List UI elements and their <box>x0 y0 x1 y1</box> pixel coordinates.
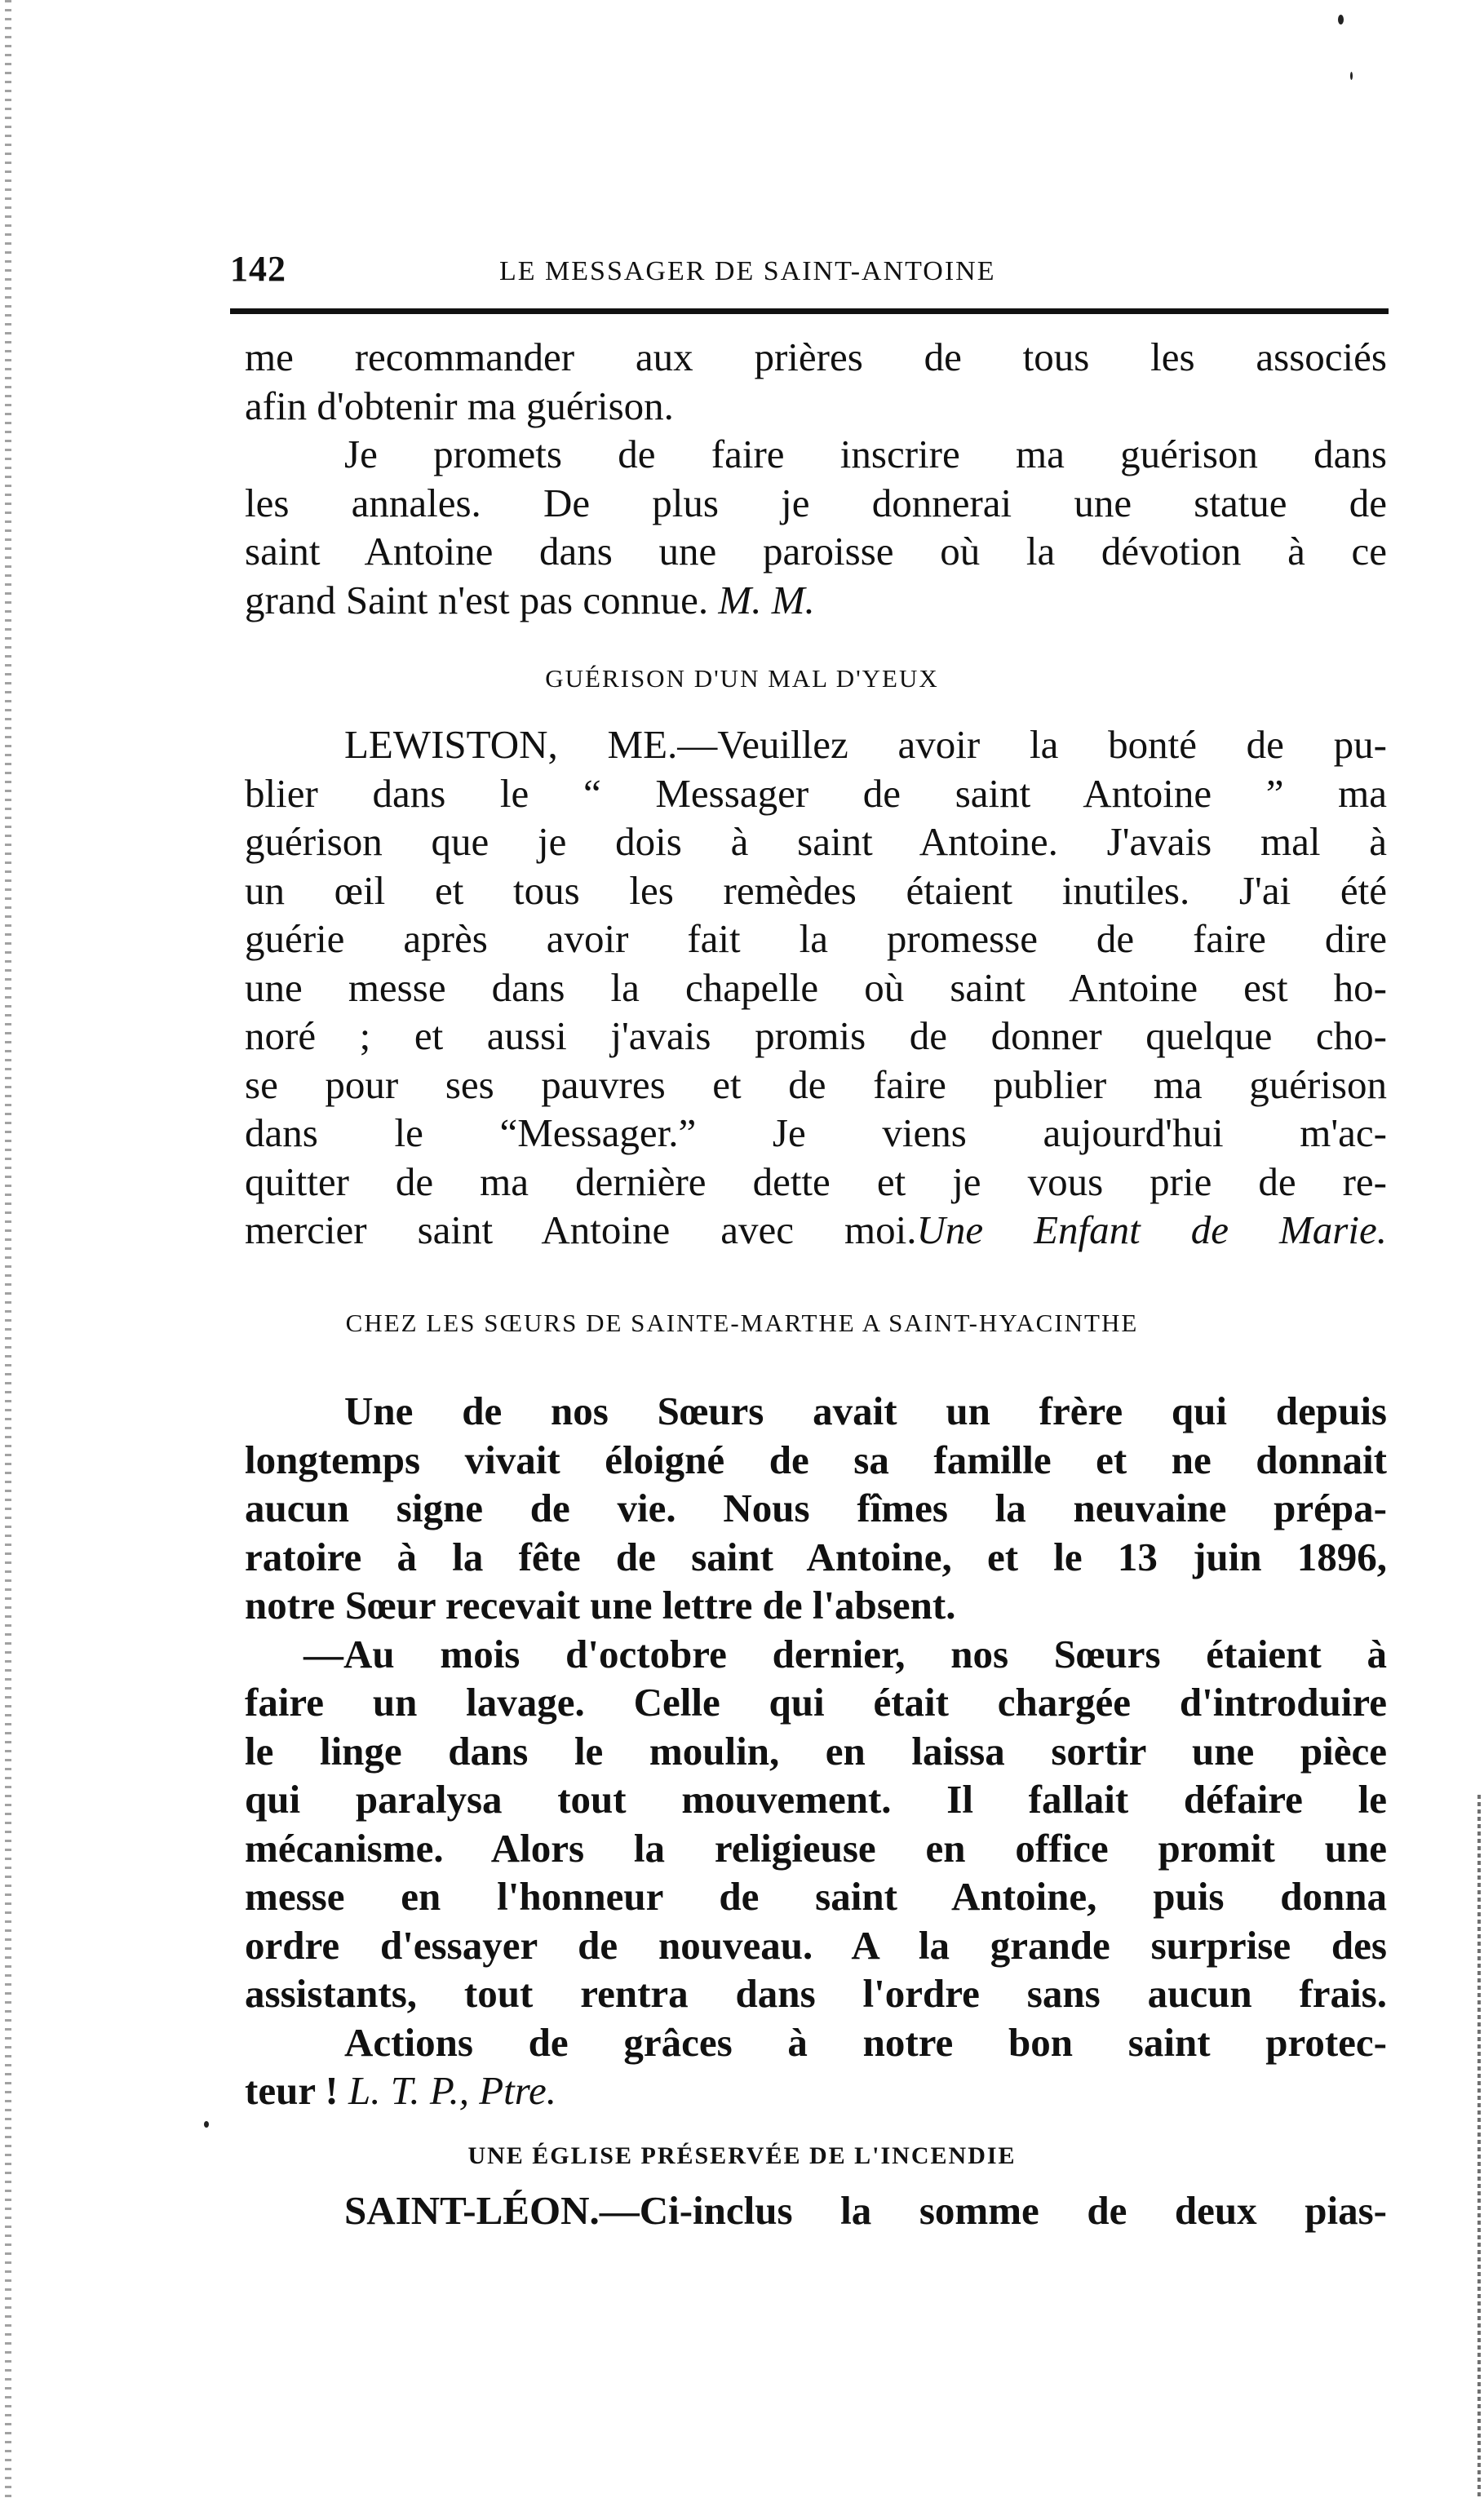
text-line: un œil et tous les remèdes étaient inutiles. J'ai été <box>245 867 1387 913</box>
place-lead: LEWISTON, ME. <box>344 722 678 767</box>
left-margin-edge <box>5 0 11 2498</box>
text-line: dans le “Messager.” Je viens aujourd'hui m'ac- <box>245 1110 1387 1155</box>
text-line: guérison que je dois à saint Antoine. J'avais mal à <box>245 819 1387 864</box>
text-line: se pour ses pauvres et de faire publier ma guérison <box>245 1061 1387 1107</box>
speck <box>204 2121 209 2128</box>
text-line: noré ; et aussi j'avais promis de donner quelque cho- <box>245 1013 1387 1058</box>
text-line: messe en l'honneur de saint Antoine, puis donna <box>245 1874 1387 1919</box>
signature: M. M. <box>718 577 815 622</box>
text-line: Une de nos Sœurs avait un frère qui depuis <box>344 1389 1387 1433</box>
text-line-content: mercier saint Antoine avec moi. <box>245 1207 917 1252</box>
text-line-content: —Veuillez avoir la bonté de pu- <box>677 722 1387 767</box>
text-line: me recommander aux prières de tous les associés <box>245 334 1387 379</box>
page-number: 142 <box>230 249 286 289</box>
text-line: les annales. De plus je donnerai une statue de <box>245 480 1387 525</box>
paragraph-block-1 <box>245 333 1387 624</box>
speck <box>1338 15 1344 24</box>
text-line <box>245 2066 1387 2115</box>
text-line: le linge dans le moulin, en laissa sortir une pièce <box>245 1728 1387 1774</box>
text-line: saint Antoine dans une paroisse où la dévotion à ce <box>245 529 1387 574</box>
paragraph-block-2 <box>245 720 1387 1255</box>
text-line: afin d'obtenir ma guérison. <box>245 383 674 428</box>
text-line: faire un lavage. Celle qui était chargée d'introduire <box>245 1680 1387 1725</box>
text-line: ratoire à la fête de saint Antoine, et le 13 juin 1896, <box>245 1534 1387 1579</box>
section-heading-2: CHEZ LES SŒURS DE SAINTE-MARTHE A SAINT-HYACINTHE <box>345 1309 1139 1337</box>
text-line: aucun signe de vie. Nous fîmes la neuvaine prépa- <box>245 1486 1387 1530</box>
text-line: Actions de grâces à notre bon saint protec- <box>344 2019 1387 2065</box>
text-line: longtemps vivait éloigné de sa famille et ne donnait <box>245 1437 1387 1482</box>
signature: Une Enfant de Marie. <box>916 1207 1387 1252</box>
text-line: —Au mois d'octobre dernier, nos Sœurs étaient à <box>303 1631 1387 1676</box>
paragraph-block-3 <box>245 1387 1387 2115</box>
text-line: mécanisme. Alors la religieuse en office promit une <box>245 1825 1387 1871</box>
place-lead: SAINT-LÉON. <box>344 2188 600 2233</box>
signature: L. T. P., Ptre. <box>348 2068 557 2113</box>
paragraph-block-4 <box>245 2186 1387 2235</box>
page-header <box>230 248 1389 297</box>
running-title: LE MESSAGER DE SAINT-ANTOINE <box>499 256 996 286</box>
text-line <box>245 576 1387 625</box>
text-line-content: teur ! <box>245 2068 339 2113</box>
text-line-content: —Ci-inclus la somme de deux pias- <box>599 2188 1387 2233</box>
text-line: Je promets de faire inscrire ma guérison dans <box>344 432 1387 476</box>
text-line: assistants, tout rentra dans l'ordre sans aucun frais. <box>245 1971 1387 2016</box>
text-line: qui paralysa tout mouvement. Il fallait défaire le <box>245 1777 1387 1822</box>
text-line <box>245 1206 1387 1255</box>
text-line: quitter de ma dernière dette et je vous prie de re- <box>245 1158 1387 1204</box>
section-heading-3: UNE ÉGLISE PRÉSERVÉE DE L'INCENDIE <box>467 2142 1017 2169</box>
text-line: une messe dans la chapelle où saint Antoine est ho- <box>245 964 1387 1010</box>
text-line-content: grand Saint n'est pas connue. <box>245 577 709 622</box>
section-heading-1: GUÉRISON D'UN MAL D'YEUX <box>545 664 939 693</box>
text-line: ordre d'essayer de nouveau. A la grande surprise des <box>245 1922 1387 1968</box>
text-line: notre Sœur recevait une lettre de l'absent. <box>245 1583 956 1628</box>
text-line: blier dans le “ Messager de saint Antoine ” ma <box>245 770 1387 816</box>
text-line <box>245 2186 1387 2235</box>
text-line: guérie après avoir fait la promesse de faire dire <box>245 916 1387 961</box>
speck <box>1350 72 1353 80</box>
header-rule <box>230 308 1389 314</box>
text-line <box>245 720 1387 769</box>
